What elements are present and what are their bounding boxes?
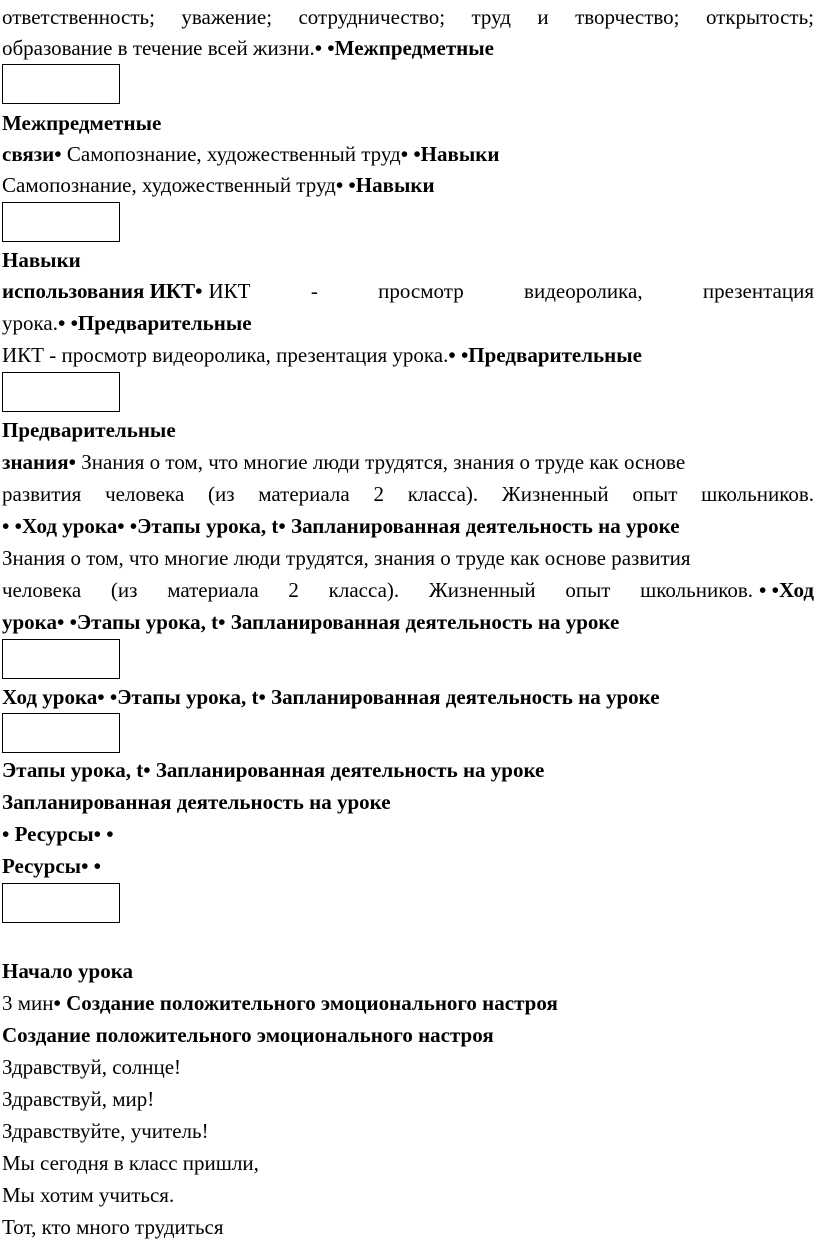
text-run: Знания о том, что многие люди трудятся, знания о труде как основе: [75, 450, 686, 474]
section-heading: Запланированная деятельность на уроке: [2, 790, 391, 814]
text-run: Самопознание, художественный труд: [61, 142, 401, 166]
text-line: урока• •Этапы урока, t• Запланированная деятельность на уроке: [2, 610, 620, 634]
bold-run: использования ИКТ•: [2, 279, 203, 303]
bold-run: связи•: [2, 142, 62, 166]
text-run: Самопознание, художественный труд: [2, 173, 336, 197]
bold-run: знания•: [2, 450, 76, 474]
text-line: ответственность; уважение; сотрудничество; труд и творчество; открытость;: [2, 5, 814, 29]
text-run: ИКТ - просмотр видеоролика, презентация урока.: [2, 343, 449, 367]
bold-run: • •Навыки: [400, 142, 500, 166]
text-line: [2, 342, 814, 368]
poem-line: Здравствуй, солнце!: [2, 1055, 182, 1079]
text-run: ИКТ - просмотр видеоролика, презентация: [208, 279, 814, 303]
poem-line: Тот, кто много трудиться: [2, 1215, 224, 1239]
bold-run: • •Межпредметные: [314, 36, 494, 60]
bold-run: • •Ход: [759, 578, 814, 602]
text-run: человека (из материала 2 класса). Жизненный опыт школьников.: [2, 578, 753, 602]
poem-line: Здравствуй, мир!: [2, 1087, 155, 1111]
bold-run: • •Предварительные: [448, 343, 642, 367]
empty-table-cell: [2, 372, 120, 412]
empty-table-cell: [2, 713, 120, 753]
text-line: • •Ход урока• •Этапы урока, t• Запланированная деятельность на уроке: [2, 514, 680, 538]
section-heading: Навыки: [2, 248, 81, 272]
text-line: [2, 449, 814, 475]
text-run: урока.: [2, 311, 58, 335]
section-heading: Ход урока• •Этапы урока, t• Запланированная деятельность на уроке: [2, 685, 660, 709]
text-line: [2, 141, 814, 167]
section-heading: Этапы урока, t• Запланированная деятельность на уроке: [2, 758, 545, 782]
text-line: развития человека (из материала 2 класса). Жизненный опыт школьников.: [2, 482, 814, 506]
empty-table-cell: [2, 883, 120, 923]
text-run: образование в течение всей жизни.: [2, 36, 315, 60]
text-line: [2, 577, 814, 603]
text-line: [2, 172, 814, 198]
bold-run: • •Навыки: [335, 173, 435, 197]
text-line: [2, 35, 814, 61]
section-heading: Создание положительного эмоционального настроя: [2, 1023, 494, 1047]
text-line: [2, 990, 814, 1016]
empty-table-cell: [2, 64, 120, 104]
text-line: • Ресурсы• •: [2, 822, 114, 846]
section-heading: Межпредметные: [2, 111, 162, 135]
empty-table-cell: [2, 202, 120, 242]
text-run: 3 мин: [2, 991, 54, 1015]
poem-line: Мы сегодня в класс пришли,: [2, 1151, 259, 1175]
poem-line: Мы хотим учиться.: [2, 1183, 175, 1207]
bold-run: • •Предварительные: [57, 311, 252, 335]
empty-table-cell: [2, 639, 120, 679]
section-heading: Ресурсы• •: [2, 854, 102, 878]
text-line: Знания о том, что многие люди трудятся, знания о труде как основе развития: [2, 546, 691, 570]
text-line: [2, 278, 814, 304]
section-heading: Начало урока: [2, 959, 134, 983]
bold-run: • Создание положительного эмоционального настроя: [53, 991, 558, 1015]
text-line: [2, 310, 814, 336]
section-heading: Предварительные: [2, 418, 176, 442]
poem-line: Здравствуйте, учитель!: [2, 1119, 209, 1143]
